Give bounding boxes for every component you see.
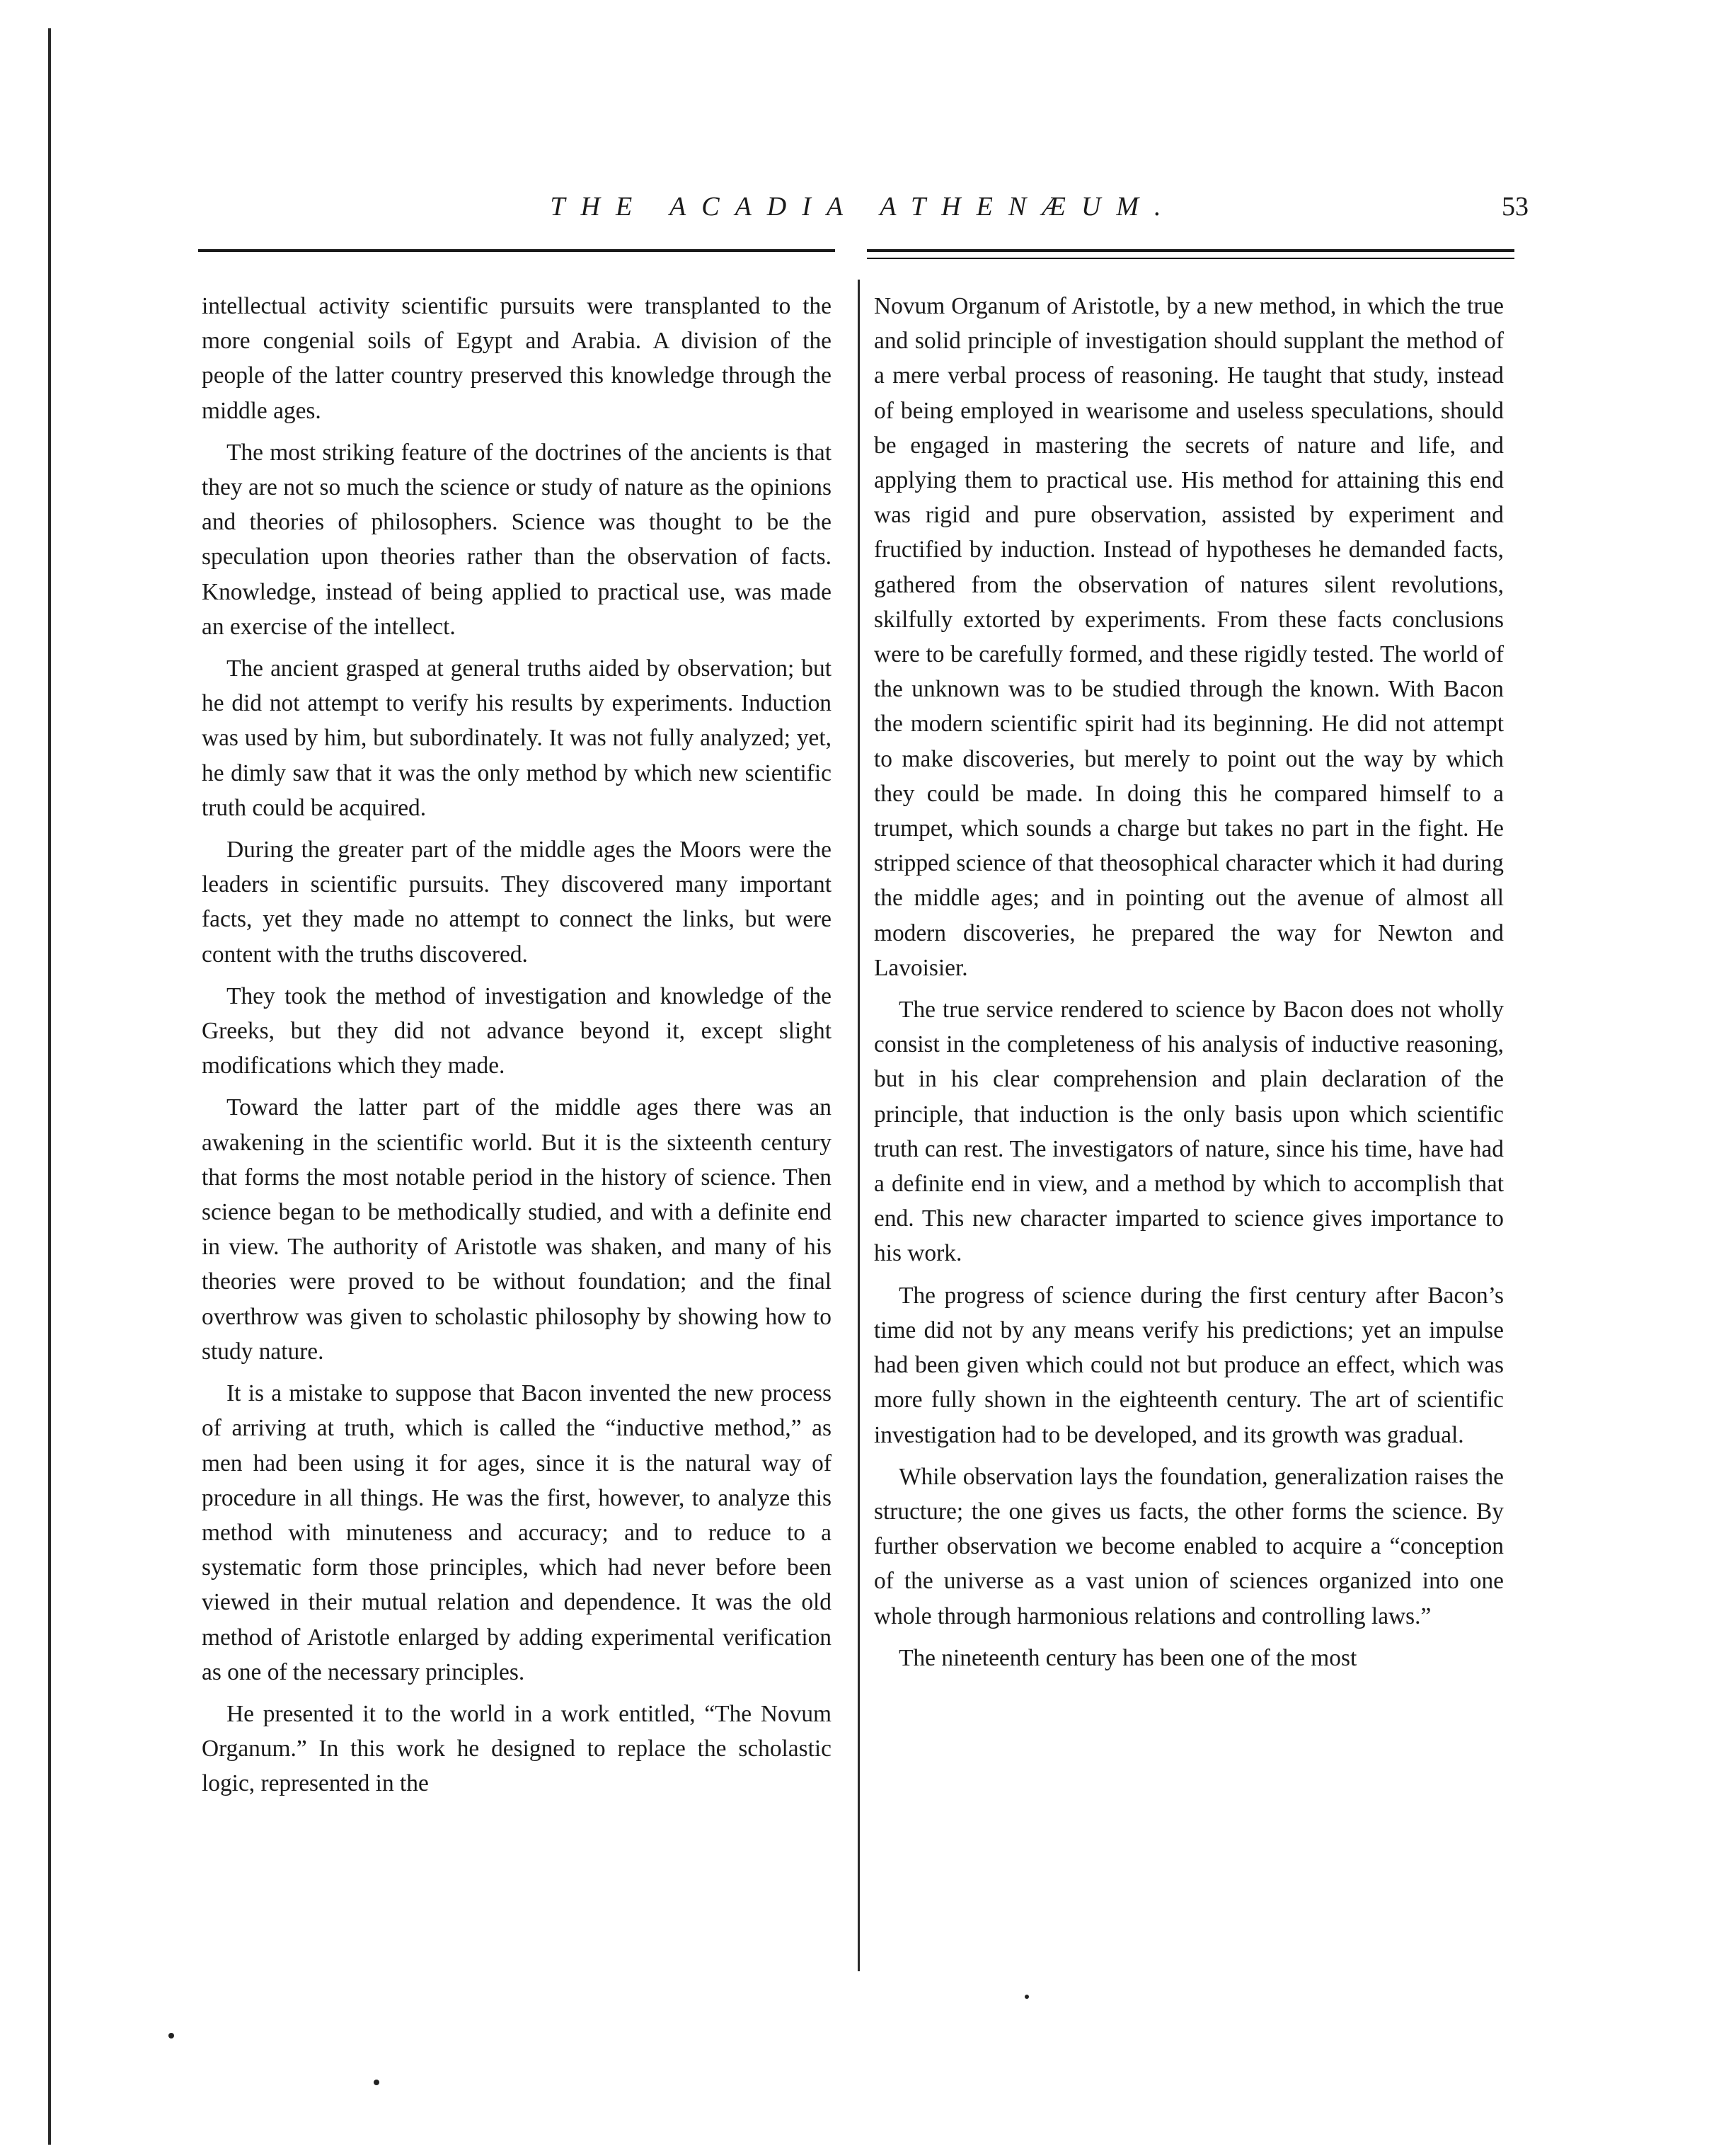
header-rule [867,249,1514,252]
column-divider [858,280,860,1971]
paragraph: Novum Organum of Aristotle, by a new method, in which the true and solid principle of investigation should supplant the method of a mere verbal process of reasoning. He taught that study, instead of being employed in wearisome and useless speculations, should be engaged in mastering the secrets of nature and life, and applying them to practical use. His method for attaining this end was rigid and pure observation, assisted by experiment and fructified by induction. Instead of hypotheses he demanded facts, gathered from the observation of natures silent revolutions, skilfully extorted by experiments. From these facts conclusions were to be carefully formed, and these rigidly tested. The world of the unknown was to be studied through the known. With Bacon the modern scientific spirit had its beginning. He did not attempt to make discoveries, but merely to point out the way by which they could be made. In doing this he compared himself to a trumpet, which sounds a charge but takes no part in the fight. He stripped science of that theosophical character which it had during the middle ages; and in pointing out the avenue of almost all modern discoveries, he prepared the way for Newton and Lavoisier. [874,293,1504,981]
page-number: 53 [1502,192,1529,222]
page-speck [168,2033,174,2039]
header-rule [198,249,835,252]
paragraph: The nineteenth century has been one of the most [899,1644,1357,1671]
left-column [202,289,832,1808]
page-margin-line [48,28,51,2145]
running-header [198,191,1529,234]
paragraph: The most striking feature of the doctrines of the ancients is that they are not so much the science or study of nature as the opinions and theories of philosophers. Science was thought to be the speculation upon theories rather than the observation of facts. Knowledge, instead of being applied to practical use, was made an exercise of the intellect. [202,439,832,640]
paragraph: The true service rendered to science by Bacon does not wholly consist in the completeness of his analysis of inductive reasoning, but in his clear comprehension and plain declaration of the principle, that induction is the only basis upon which scientific truth can rest. The investigators of nature, since his time, have had a definite end in view, and a method by which to accomplish that end. This new character imparted to science gives importance to his work. [874,997,1504,1267]
paragraph: The progress of science during the first century after Bacon’s time did not by any means verify his predictions; yet an impulse had been given which could not but produce an effect, which was more fully shown in the eighteenth century. The art of scientific investigation had to be developed, and its growth was gradual. [874,1282,1504,1448]
right-column [874,289,1504,1682]
paragraph: He presented it to the world in a work entitled, “The Novum Organum.” In this work he designed to replace the scholastic logic, represented in the [202,1700,832,1797]
paragraph: The ancient grasped at general truths aided by observation; but he did not attempt to verify his results by experiments. Induction was used by him, but subordinately. It was not fully analyzed; yet, he dimly saw that it was the only method by which new scientific truth could be acquired. [202,655,832,821]
paragraph: During the greater part of the middle ages the Moors were the leaders in scientific pursuits. They discovered many important facts, yet they made no attempt to connect the links, but were content with the truths discovered. [202,837,832,968]
paragraph: Toward the latter part of the middle ages there was an awakening in the scientific world. But it is the sixteenth century that forms the most notable period in the history of science. Then science began to be methodically studied, and with a definite end in view. The authority of Aristotle was shaken, and many of his theories were proved to be without foundation; and the final overthrow was given to scholastic philosophy by showing how to study nature. [202,1094,832,1365]
page-speck [374,2080,379,2085]
paragraph: While observation lays the foundation, generalization raises the structure; the one gives us facts, the other forms the science. By further observation we become enabled to acquire a “conception of the universe as a vast union of sciences organized into one whole through harmonious relations and controlling laws.” [874,1463,1504,1629]
paragraph: It is a mistake to suppose that Bacon invented the new process of arriving at truth, which is called the “inductive method,” as men had been using it for ages, since it is the natural way of procedure in all things. He was the first, however, to analyze this method with minuteness and accuracy; and to reduce to a systematic form those principles, which had never before been viewed in their mutual relation and dependence. It was the old method of Aristotle enlarged by adding experimental verification as one of the necessary principles. [202,1380,832,1685]
paragraph: intellectual activity scientific pursuits were transplanted to the more congenial soils of Egypt and Arabia. A division of the people of the latter country preserved this knowledge through the middle ages. [202,293,832,424]
paragraph: They took the method of investigation and knowledge of the Greeks, but they did not advance beyond it, except slight modifications which they made. [202,982,832,1079]
page-speck [1025,1995,1029,1999]
header-rule [867,258,1514,259]
journal-title: THE ACADIA ATHENÆUM. [550,192,1177,222]
